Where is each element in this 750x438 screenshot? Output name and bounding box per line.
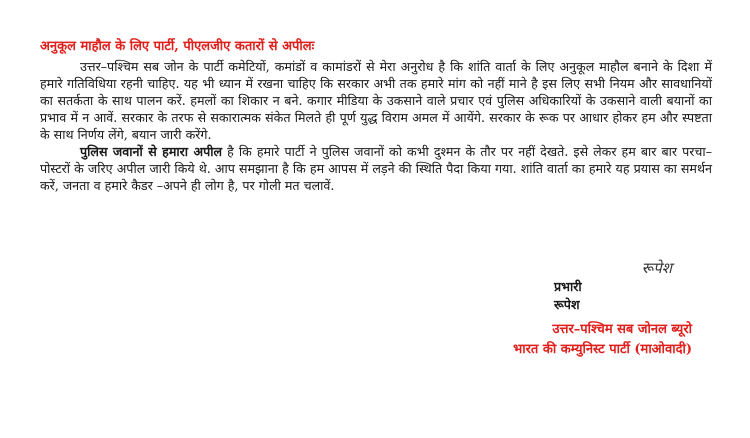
signature-block [372,258,692,360]
org-party: भारत की कम्युनिस्ट पार्टी (माओवादी) [513,342,692,357]
document-heading: अनुकूल माहौल के लिए पार्टी, पीएलजीए कतारों से अपीलः [40,39,315,54]
signer-title: प्रभारी [554,279,582,294]
paragraph-party-appeal: उत्तर–पश्चिम सब जोन के पार्टी कमेटियों, कमांडों व कामांडरों से मेरा अनुरोध है कि शांति वार्ता के लिए अनुकूल माहौल बनाने के दिशा में हमारे गतिविधिया रहनी चाहिए. यह भी ध्यान में रखना चाहिए कि सरकार अभी तक हमारे मांग को नहीं माने है इस लिए सभी नियम और सावधानियों का सतर्कता के साथ पालन करें. हमलों का शिकार न बने. कगार मीडिया के उकसाने वाले प्रचार एवं पुलिस अधिकारियों के उकसाने वाली बयानों का प्रभाव में न आवें. सरकार के तरफ से सकारात्मक संकेत मिलते ही पूर्ण युद्ध विराम अमल में आयेंगे. सरकार के रूक पर आधार होकर हम और स्पष्टता के साथ निर्णय लेंगे, बयान जारी करेंगे. [40,59,712,142]
police-appeal-lead: पुलिस जवानों से हमारा अपील [80,144,223,159]
paragraph-police-appeal [40,143,712,194]
handwritten-signature: रूपेश [641,259,672,277]
signer-name: रूपेश [554,297,580,312]
police-appeal-text: है कि हमारे पार्टी ने पुलिस जवानों को कभी दुश्मन के तौर पर नहीं देखते. इसे लेकर हम बार बार परचा–पोस्टरों के जरिए अपील जारी किये थे. आप समझाना है कि हम आपस में लड़ने की स्थिति पैदा किया गया. शांति वार्ता का हमारे यह प्रयास का समर्थन करें, जनता व हमारे कैडर –अपने ही लोग है, पर गोली मत चलावें. [40,144,712,193]
document-body [40,38,712,194]
org-bureau: उत्तर–पश्चिम सब जोनल ब्यूरो [552,322,692,337]
